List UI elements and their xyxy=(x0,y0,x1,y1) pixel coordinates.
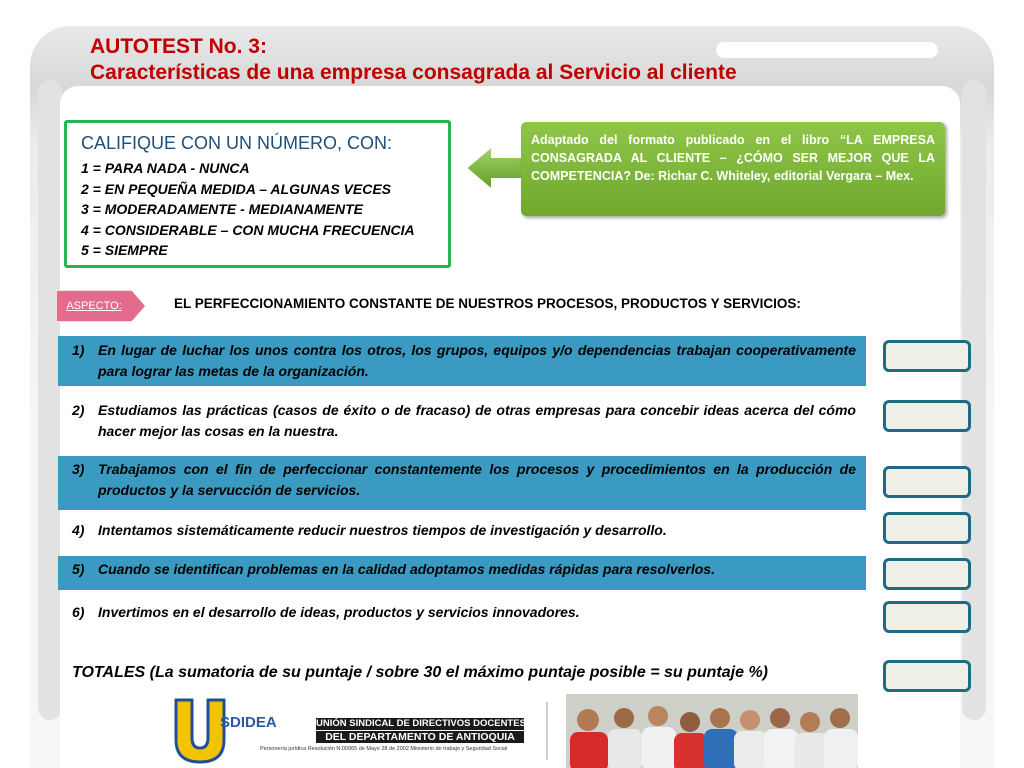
item-number: 2) xyxy=(72,402,85,418)
list-item xyxy=(58,456,866,510)
list-item xyxy=(58,556,866,590)
item-number: 6) xyxy=(72,604,85,620)
totals-label: TOTALES (La sumatoria de su puntaje / sobre 30 el máximo puntaje posible = su puntaje %) xyxy=(72,664,768,681)
item-text: Cuando se identifican problemas en la calidad adoptamos medidas rápidas para resolverlos. xyxy=(98,561,715,577)
u-letter-logo-icon xyxy=(172,698,228,764)
item-number: 4) xyxy=(72,522,85,538)
score-input-5[interactable] xyxy=(883,558,971,590)
logo-line-3: Personería jurídica Resolución N.00965 de Mayo 28 de 2002 Ministerio de trabajo y Seguridad Social xyxy=(260,746,508,752)
aspect-badge-label: ASPECTO: xyxy=(66,300,122,312)
score-input-1[interactable] xyxy=(883,340,971,372)
logo-name: SDIDEA xyxy=(220,714,277,731)
source-note: Adaptado del formato publicado en el libro “LA EMPRESA CONSAGRADA AL CLIENTE – ¿CÓMO SER MEJOR QUE LA COMPETENCIA? De: Richar C. Whiteley, editorial Vergara – Mex. xyxy=(521,122,945,216)
legend-item-5: 5 = SIEMPRE xyxy=(81,242,168,258)
legend-heading: CALIFIQUE CON UN NÚMERO, CON: xyxy=(81,133,393,153)
item-text: Invertimos en el desarrollo de ideas, productos y servicios innovadores. xyxy=(98,604,580,620)
group-photo-image xyxy=(566,694,858,768)
legend-item-3: 3 = MODERADAMENTE - MEDIANAMENTE xyxy=(81,201,363,217)
item-text: En lugar de luchar los unos contra los otros, los grupos, equipos y/o dependencias trabajan cooperativamente para lograr las metas de la organización. xyxy=(98,342,856,379)
title-line-1: AUTOTEST No. 3: xyxy=(90,35,267,58)
aspect-badge xyxy=(56,290,146,322)
list-item xyxy=(58,598,866,628)
item-text: Estudiamos las prácticas (casos de éxito o de fracaso) de otras empresas para concebir ideas acerca del cómo hacer mejor las cosas en la nuestra. xyxy=(98,402,856,439)
item-number: 1) xyxy=(72,342,85,358)
legend-item-1: 1 = PARA NADA - NUNCA xyxy=(81,160,250,176)
page-title xyxy=(90,34,737,86)
footer-divider xyxy=(546,702,548,760)
score-input-4[interactable] xyxy=(883,512,971,544)
item-number: 5) xyxy=(72,561,85,577)
rating-legend xyxy=(64,120,451,268)
usdidea-logo xyxy=(164,694,532,768)
totals-score-input[interactable] xyxy=(883,660,971,692)
list-item xyxy=(58,396,866,442)
logo-line-2: DEL DEPARTAMENTO DE ANTIOQUIA xyxy=(316,731,524,743)
legend-item-2: 2 = EN PEQUEÑA MEDIDA – ALGUNAS VECES xyxy=(81,180,392,197)
item-text: Intentamos sistemáticamente reducir nuestros tiempos de investigación y desarrollo. xyxy=(98,522,667,538)
item-number: 3) xyxy=(72,461,85,477)
score-input-3[interactable] xyxy=(883,466,971,498)
legend-item-4: 4 = CONSIDERABLE – CON MUCHA FRECUENCIA xyxy=(81,221,415,238)
list-item xyxy=(58,516,866,544)
aspect-heading: EL PERFECCIONAMIENTO CONSTANTE DE NUESTROS PROCESOS, PRODUCTOS Y SERVICIOS: xyxy=(174,296,801,311)
group-photo xyxy=(566,694,858,768)
item-text: Trabajamos con el fin de perfeccionar constantemente los procesos y procedimientos en la producción de productos y la servucción de servicios. xyxy=(98,461,856,498)
score-input-2[interactable] xyxy=(883,400,971,432)
list-item xyxy=(58,336,866,386)
score-input-6[interactable] xyxy=(883,601,971,633)
logo-line-1: UNIÓN SINDICAL DE DIRECTIVOS DOCENTES xyxy=(316,718,526,729)
title-line-2: Características de una empresa consagrada al Servicio al cliente xyxy=(90,61,737,84)
frame-pill-decoration xyxy=(716,42,938,58)
